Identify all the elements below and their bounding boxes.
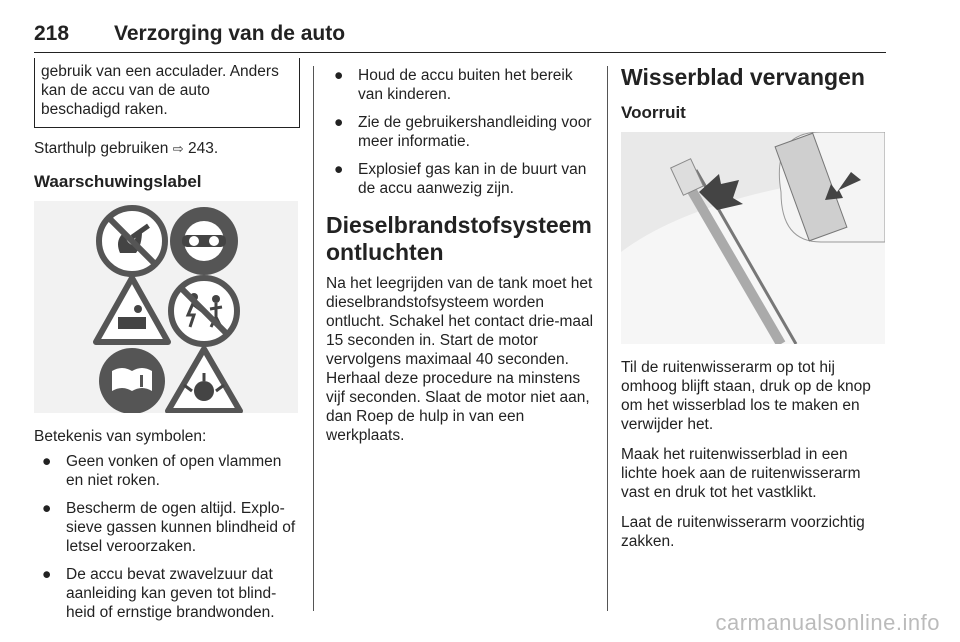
column-right — [621, 58, 886, 551]
list-item: ● Explosief gas kan in de buurt van de accu aanwezig zijn. — [334, 161, 587, 197]
warning-box — [34, 58, 300, 128]
warning-label-image — [34, 201, 298, 413]
explosion-warning-icon — [168, 349, 240, 411]
wiper-paragraph: Maak het ruitenwisserblad in een lichte hoek aan de ruitenwisserarm vast en druk tot het vastklikt. — [621, 446, 861, 501]
wiper-paragraph: Laat de ruitenwisserarm voorzichtig zakken. — [621, 514, 865, 550]
subsection-title-windscreen: Voorruit — [621, 103, 686, 122]
warning-box-text: gebruik van een acculader. Anders kan de accu van de auto beschadigd raken. — [41, 63, 279, 118]
wiper-paragraph: Til de ruitenwisserarm op tot hij omhoog blijft staan, druk op de knop om het wisserblad los te maken en verwijder het. — [621, 359, 871, 433]
bullet-icon: ● — [42, 566, 52, 583]
page-header — [34, 22, 886, 53]
bullet-icon: ● — [334, 114, 344, 131]
column-middle — [326, 58, 594, 445]
acid-warning-icon — [96, 278, 168, 342]
starthulp-reference[interactable] — [34, 139, 300, 158]
list-item: ● Geen vonken of open vlammen en niet roken. — [42, 453, 282, 489]
eye-protection-icon — [170, 207, 238, 275]
manual-book-icon — [99, 348, 165, 413]
page-title: Verzorging van de auto — [114, 22, 346, 45]
no-flames-icon — [99, 208, 165, 274]
bullet-icon: ● — [42, 500, 52, 517]
column-divider — [607, 66, 608, 611]
list-item: ● Houd de accu buiten het bereik van kinderen. — [334, 67, 573, 103]
watermark: carmanualsonline.info — [715, 610, 940, 635]
page-reference-arrow-icon: ⇨ — [172, 141, 184, 156]
bullet-icon: ● — [334, 161, 344, 178]
starthulp-page: 243. — [187, 140, 219, 157]
list-item: ● Zie de gebruikershandleiding voor meer informatie. — [334, 114, 592, 150]
page-number: 218 — [34, 22, 70, 45]
diesel-body-text: Na het leegrijden van de tank moet het dieselbrandstofsysteem worden ontlucht. Schakel het contact drie-maal 15 seconden in. Start de motor vervolgens maximaal 40 seconden. Herhaal deze procedure na minstens vijf seconden. Slaat de motor niet aan, dan Roep de hulp in van een werkplaats. — [326, 275, 594, 444]
bullet-icon: ● — [334, 67, 344, 84]
bullet-icon: ● — [42, 453, 52, 470]
list-item: ● De accu bevat zwavelzuur dat aanleiding kan geven tot blind-heid of ernstige brandwonden. — [42, 566, 277, 621]
symbols-list — [34, 452, 300, 622]
section-title-warning-label: Waarschuwingslabel — [34, 172, 202, 191]
safety-list — [326, 66, 594, 198]
column-divider — [313, 66, 314, 611]
symbols-intro: Betekenis van symbolen: — [34, 428, 207, 445]
starthulp-text: Starthulp gebruiken — [34, 140, 169, 157]
wiper-blade-illustration — [621, 132, 885, 344]
list-item: ● Bescherm de ogen altijd. Explo-sieve gassen kunnen blindheid of letsel veroorzaken. — [42, 500, 296, 555]
section-title-wiper: Wisserblad vervangen — [621, 64, 865, 90]
column-left — [34, 58, 300, 631]
section-title-diesel: Dieselbrandstofsysteem ontluchten — [326, 212, 592, 265]
keep-children-away-icon — [171, 278, 237, 344]
